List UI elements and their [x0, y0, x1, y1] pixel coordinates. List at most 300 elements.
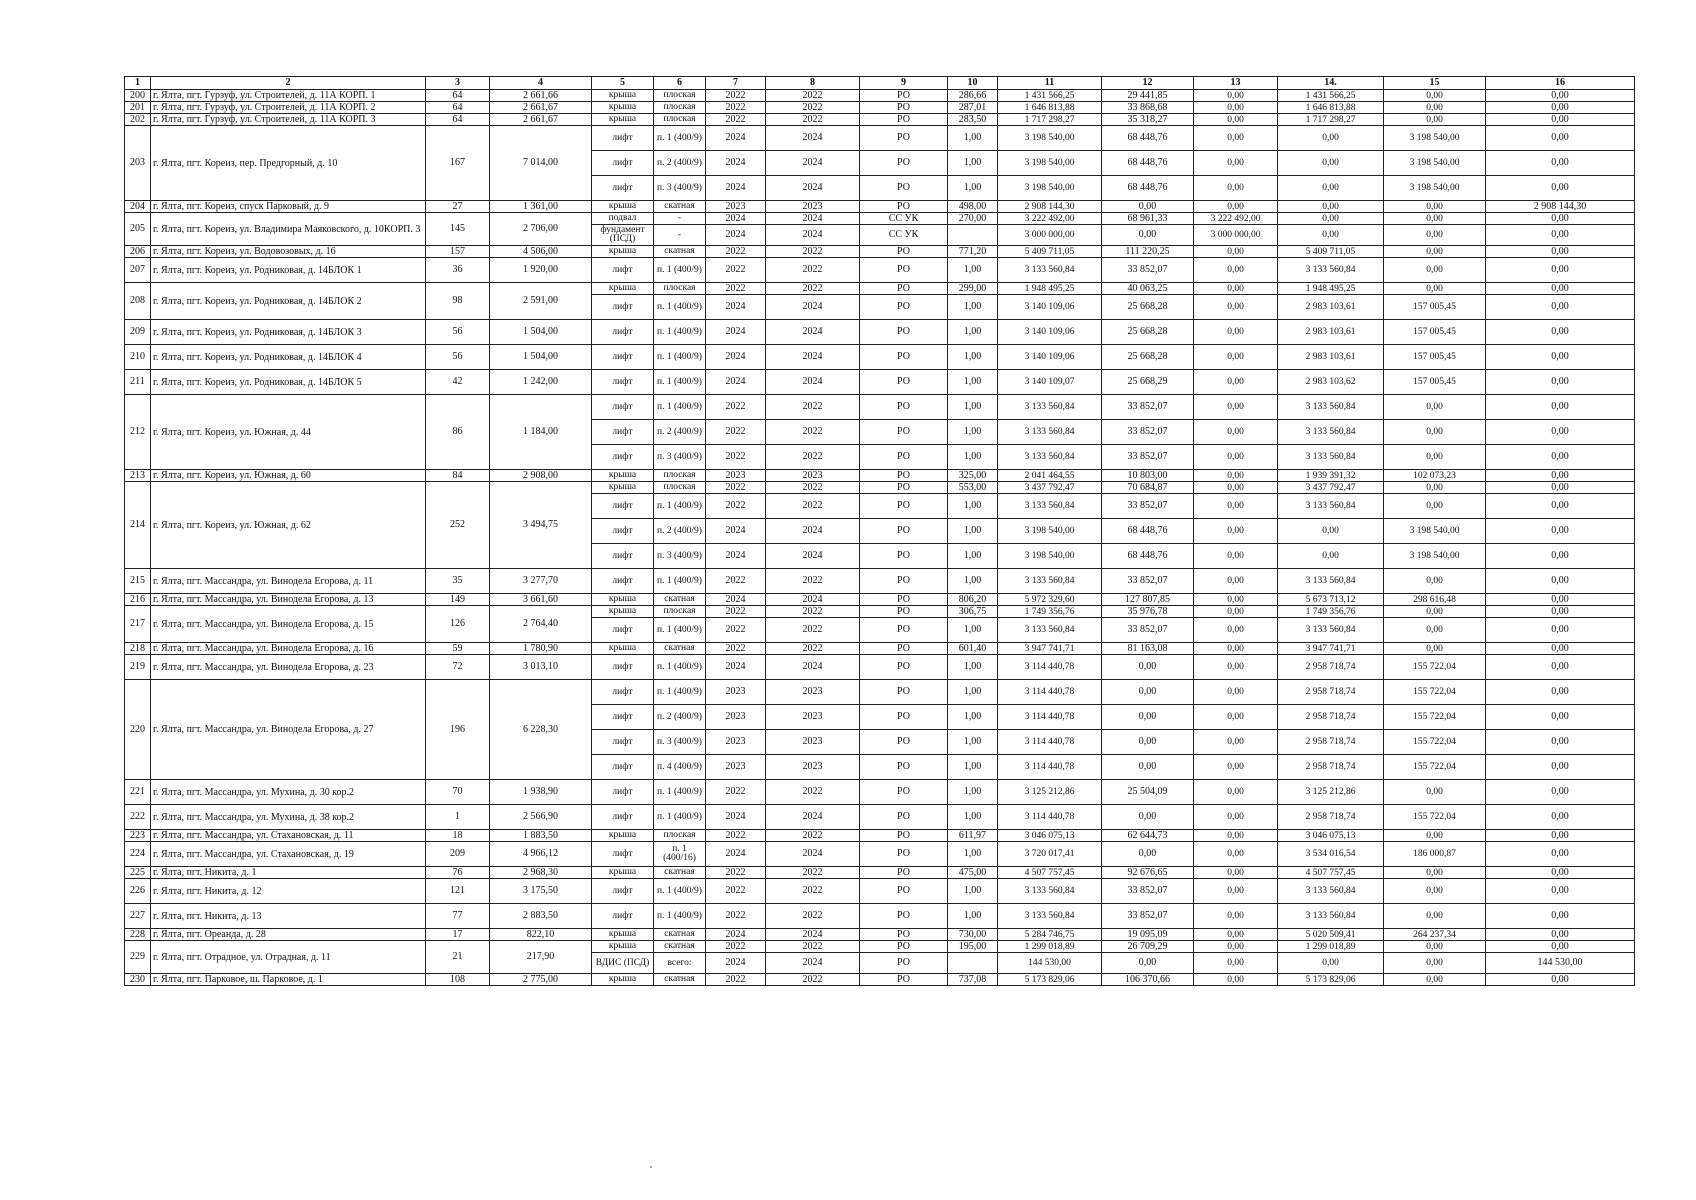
table-cell: плоская — [654, 606, 706, 618]
table-cell: 0,00 — [1384, 494, 1486, 519]
table-cell: РО — [860, 904, 948, 929]
table-cell: лифт — [592, 176, 654, 201]
table-cell: 2022 — [766, 90, 860, 102]
table-cell: 18 — [426, 830, 490, 842]
table-cell: 68 448,76 — [1102, 176, 1194, 201]
table-cell: п. 3 (400/9) — [654, 176, 706, 201]
table-cell: плоская — [654, 114, 706, 126]
table-cell: лифт — [592, 805, 654, 830]
table-cell: 2022 — [706, 974, 766, 986]
address-cell: г. Ялта, пгт. Кореиз, ул. Родниковая, д. 14БЛОК 1 — [151, 258, 426, 283]
address-cell: г. Ялта, пгт. Кореиз, ул. Родниковая, д. 14БЛОК 5 — [151, 370, 426, 395]
table-cell: 155 722,04 — [1384, 655, 1486, 680]
table-cell: 1,00 — [948, 151, 998, 176]
address-cell: г. Ялта, пгт. Гурзуф, ул. Строителей, д. 11А КОРП. 1 — [151, 90, 426, 102]
table-cell: 68 448,76 — [1102, 126, 1194, 151]
table-cell: 1 717 298,27 — [1278, 114, 1384, 126]
table-cell: 0,00 — [1194, 494, 1278, 519]
table-cell: 0,00 — [1486, 295, 1635, 320]
table-cell: РО — [860, 482, 948, 494]
table-cell: 3 720 017,41 — [998, 842, 1102, 867]
table-cell: РО — [860, 941, 948, 953]
table-cell: плоская — [654, 90, 706, 102]
table-cell: 0,00 — [1102, 953, 1194, 974]
table-cell: 3 277,70 — [490, 569, 592, 594]
row-number: 200 — [125, 90, 151, 102]
table-cell: 2 983 103,61 — [1278, 295, 1384, 320]
table-cell: 2023 — [766, 470, 860, 482]
table-cell: 2024 — [706, 929, 766, 941]
table-cell: плоская — [654, 470, 706, 482]
table-cell: 1,00 — [948, 420, 998, 445]
table-cell: 0,00 — [1384, 246, 1486, 258]
table-cell: 2022 — [706, 258, 766, 283]
table-cell: 0,00 — [1486, 176, 1635, 201]
table-cell: РО — [860, 246, 948, 258]
table-cell: 3 534 016,54 — [1278, 842, 1384, 867]
table-cell: РО — [860, 867, 948, 879]
table-cell: 0,00 — [1102, 730, 1194, 755]
table-cell: 5 173 829,06 — [998, 974, 1102, 986]
table-cell: РО — [860, 974, 948, 986]
table-cell: 283,50 — [948, 114, 998, 126]
table-cell: 0,00 — [1384, 102, 1486, 114]
row-number: 202 — [125, 114, 151, 126]
table-cell: лифт — [592, 879, 654, 904]
table-cell: 1,00 — [948, 258, 998, 283]
table-row — [125, 569, 1635, 594]
table-cell: 35 976,78 — [1102, 606, 1194, 618]
table-cell: 0,00 — [1486, 283, 1635, 295]
table-cell: 0,00 — [1194, 941, 1278, 953]
table-row — [125, 102, 1635, 114]
table-cell: 475,00 — [948, 867, 998, 879]
table-cell: п. 3 (400/9) — [654, 445, 706, 470]
table-cell: 2024 — [706, 126, 766, 151]
table-cell: 287,01 — [948, 102, 998, 114]
table-cell: 0,00 — [1486, 594, 1635, 606]
table-cell: 730,00 — [948, 929, 998, 941]
table-cell: 3 133 560,84 — [1278, 445, 1384, 470]
table-cell: 2 958 718,74 — [1278, 655, 1384, 680]
address-cell: г. Ялта, пгт. Массандра, ул. Винодела Егорова, д. 13 — [151, 594, 426, 606]
column-header: 10 — [948, 77, 998, 90]
table-cell: крыша — [592, 941, 654, 953]
table-cell: 0,00 — [1194, 618, 1278, 643]
table-cell: 0,00 — [1102, 755, 1194, 780]
table-cell: 0,00 — [1194, 420, 1278, 445]
table-cell: скатная — [654, 941, 706, 953]
table-cell: 0,00 — [1102, 225, 1194, 246]
table-cell: 3 133 560,84 — [998, 258, 1102, 283]
table-cell: 0,00 — [1486, 370, 1635, 395]
table-cell: 2024 — [766, 370, 860, 395]
table-cell: 3 000 000,00 — [998, 225, 1102, 246]
table-cell: 70 — [426, 780, 490, 805]
table-cell: 0,00 — [1278, 544, 1384, 569]
address-cell: г. Ялта, пгт. Массандра, ул. Стахановская, д. 19 — [151, 842, 426, 867]
table-cell: 0,00 — [1194, 730, 1278, 755]
table-cell: 144 530,00 — [1486, 953, 1635, 974]
table-cell: 3 222 492,00 — [998, 213, 1102, 225]
table-cell: скатная — [654, 201, 706, 213]
table-cell: РО — [860, 370, 948, 395]
table-cell: 0,00 — [1194, 830, 1278, 842]
table-cell: 2022 — [766, 606, 860, 618]
table-cell — [948, 953, 998, 974]
table-cell: 0,00 — [1384, 780, 1486, 805]
table-cell: 68 961,33 — [1102, 213, 1194, 225]
table-cell: 1,00 — [948, 805, 998, 830]
table-cell: плоская — [654, 482, 706, 494]
table-cell: п. 1 (400/16) — [654, 842, 706, 867]
table-cell: 2022 — [766, 482, 860, 494]
table-cell: 111 220,25 — [1102, 246, 1194, 258]
table-cell: 0,00 — [1278, 225, 1384, 246]
table-cell: 2 661,66 — [490, 90, 592, 102]
table-cell: 81 163,08 — [1102, 643, 1194, 655]
table-cell: лифт — [592, 494, 654, 519]
table-cell: 0,00 — [1384, 606, 1486, 618]
table-cell: 1 939 391,32 — [1278, 470, 1384, 482]
table-cell: 2 908 144,30 — [998, 201, 1102, 213]
table-cell: РО — [860, 544, 948, 569]
table-cell: 0,00 — [1194, 102, 1278, 114]
table-cell: 3 114 440,78 — [998, 705, 1102, 730]
table-cell: 0,00 — [1384, 201, 1486, 213]
table-cell: 1,00 — [948, 730, 998, 755]
table-row — [125, 246, 1635, 258]
table-cell: п. 1 (400/9) — [654, 879, 706, 904]
table-cell: РО — [860, 780, 948, 805]
table-cell: 29 441,85 — [1102, 90, 1194, 102]
table-cell: РО — [860, 201, 948, 213]
table-cell: 1,00 — [948, 618, 998, 643]
table-cell: 3 114 440,78 — [998, 680, 1102, 705]
table-cell: 0,00 — [1486, 904, 1635, 929]
table-cell: 70 684,87 — [1102, 482, 1194, 494]
table-row — [125, 655, 1635, 680]
table-cell: 2022 — [706, 482, 766, 494]
table-cell: 0,00 — [1194, 345, 1278, 370]
address-cell: г. Ялта, пгт. Кореиз, ул. Водовозовых, д. 16 — [151, 246, 426, 258]
table-row — [125, 643, 1635, 655]
row-number: 201 — [125, 102, 151, 114]
table-cell: 0,00 — [1486, 246, 1635, 258]
table-cell: 0,00 — [1486, 519, 1635, 544]
table-cell: крыша — [592, 114, 654, 126]
table-cell: 106 370,66 — [1102, 974, 1194, 986]
table-cell: 2022 — [706, 494, 766, 519]
address-cell: г. Ялта, пгт. Массандра, ул. Винодела Егорова, д. 11 — [151, 569, 426, 594]
table-cell: РО — [860, 494, 948, 519]
row-number: 221 — [125, 780, 151, 805]
table-cell: 0,00 — [1486, 470, 1635, 482]
table-cell: 2022 — [706, 879, 766, 904]
table-cell: 3 198 540,00 — [998, 126, 1102, 151]
table-cell: 155 722,04 — [1384, 730, 1486, 755]
table-cell: 0,00 — [1194, 370, 1278, 395]
table-cell: 3 125 212,86 — [998, 780, 1102, 805]
table-cell: РО — [860, 176, 948, 201]
table-cell: 2024 — [706, 842, 766, 867]
table-cell: 33 852,07 — [1102, 569, 1194, 594]
table-cell: 2022 — [766, 283, 860, 295]
table-cell: плоская — [654, 830, 706, 842]
table-cell: 2022 — [766, 780, 860, 805]
address-cell: г. Ялта, пгт. Массандра, ул. Стахановская, д. 11 — [151, 830, 426, 842]
table-cell: 1,00 — [948, 370, 998, 395]
address-cell: г. Ялта, пгт. Кореиз, пер. Предгорный, д. 10 — [151, 126, 426, 201]
address-cell: г. Ялта, пгт. Массандра, ул. Винодела Егорова, д. 16 — [151, 643, 426, 655]
row-number: 224 — [125, 842, 151, 867]
table-cell: скатная — [654, 867, 706, 879]
table-cell: 0,00 — [1194, 295, 1278, 320]
table-cell: 1,00 — [948, 494, 998, 519]
row-number: 215 — [125, 569, 151, 594]
table-cell: 2022 — [706, 643, 766, 655]
table-cell: 2024 — [766, 544, 860, 569]
table-cell: 2 958 718,74 — [1278, 805, 1384, 830]
row-number: 210 — [125, 345, 151, 370]
table-cell: п. 1 (400/9) — [654, 370, 706, 395]
table-row — [125, 941, 1635, 953]
table-cell: 1,00 — [948, 176, 998, 201]
table-cell: РО — [860, 680, 948, 705]
table-cell: 3 198 540,00 — [1384, 126, 1486, 151]
table-cell: 3 198 540,00 — [1384, 176, 1486, 201]
table-cell: 0,00 — [1194, 114, 1278, 126]
table-cell: 3 133 560,84 — [998, 618, 1102, 643]
row-number: 216 — [125, 594, 151, 606]
table-cell: 33 852,07 — [1102, 258, 1194, 283]
table-cell: 1 717 298,27 — [998, 114, 1102, 126]
table-cell: лифт — [592, 295, 654, 320]
table-cell: 0,00 — [1194, 176, 1278, 201]
table-cell: 2022 — [766, 445, 860, 470]
table-cell: 144 530,00 — [998, 953, 1102, 974]
table-cell: п. 4 (400/9) — [654, 755, 706, 780]
table-cell: п. 2 (400/9) — [654, 519, 706, 544]
table-cell: ВДИС (ПСД) — [592, 953, 654, 974]
table-cell: 0,00 — [1486, 482, 1635, 494]
table-cell: 25 668,28 — [1102, 345, 1194, 370]
table-cell: 2024 — [766, 345, 860, 370]
table-cell: крыша — [592, 470, 654, 482]
table-cell: 155 722,04 — [1384, 755, 1486, 780]
table-body — [125, 77, 1635, 986]
table-cell: 2022 — [766, 867, 860, 879]
table-cell: 0,00 — [1486, 867, 1635, 879]
table-cell: 0,00 — [1194, 904, 1278, 929]
column-header: 11 — [998, 77, 1102, 90]
table-row — [125, 867, 1635, 879]
table-cell: 0,00 — [1486, 126, 1635, 151]
table-cell: 5 284 746,75 — [998, 929, 1102, 941]
column-header: 9 — [860, 77, 948, 90]
table-cell: 3 140 109,06 — [998, 320, 1102, 345]
table-cell: 3 114 440,78 — [998, 805, 1102, 830]
table-cell: РО — [860, 320, 948, 345]
table-cell: 2023 — [706, 705, 766, 730]
table-cell: лифт — [592, 445, 654, 470]
table-cell: 264 237,34 — [1384, 929, 1486, 941]
table-cell: 62 644,73 — [1102, 830, 1194, 842]
table-cell: 0,00 — [1278, 151, 1384, 176]
table-cell: 2022 — [706, 114, 766, 126]
table-cell: крыша — [592, 283, 654, 295]
column-header: 14. — [1278, 77, 1384, 90]
table-cell: РО — [860, 879, 948, 904]
column-header: 4 — [490, 77, 592, 90]
row-number: 212 — [125, 395, 151, 470]
table-cell: 2 983 103,61 — [1278, 345, 1384, 370]
table-cell: 0,00 — [1194, 680, 1278, 705]
table-cell: п. 1 (400/9) — [654, 569, 706, 594]
table-cell: 68 448,76 — [1102, 544, 1194, 569]
table-row — [125, 90, 1635, 102]
table-cell: лифт — [592, 370, 654, 395]
table-cell: 86 — [426, 395, 490, 470]
row-number: 223 — [125, 830, 151, 842]
table-cell: 0,00 — [1486, 655, 1635, 680]
table-cell: 157 005,45 — [1384, 345, 1486, 370]
table-cell: 121 — [426, 879, 490, 904]
row-number: 203 — [125, 126, 151, 201]
table-cell: 0,00 — [1384, 879, 1486, 904]
table-cell: 0,00 — [1486, 618, 1635, 643]
table-cell: скатная — [654, 929, 706, 941]
table-cell: 2 968,30 — [490, 867, 592, 879]
row-number: 230 — [125, 974, 151, 986]
table-cell: 1,00 — [948, 879, 998, 904]
table-cell: 0,00 — [1384, 445, 1486, 470]
table-cell: 3 133 560,84 — [1278, 395, 1384, 420]
table-cell: 0,00 — [1486, 830, 1635, 842]
table-cell: 2022 — [706, 606, 766, 618]
table-cell: 737,08 — [948, 974, 998, 986]
table-cell: 298 616,48 — [1384, 594, 1486, 606]
address-cell: г. Ялта, пгт. Гурзуф, ул. Строителей, д. 11А КОРП. 3 — [151, 114, 426, 126]
table-cell: лифт — [592, 680, 654, 705]
table-cell: РО — [860, 929, 948, 941]
table-cell: 40 063,25 — [1102, 283, 1194, 295]
table-cell: 2024 — [766, 225, 860, 246]
table-cell: всего: — [654, 953, 706, 974]
table-cell: 64 — [426, 90, 490, 102]
table-cell: 3 114 440,78 — [998, 755, 1102, 780]
table-row — [125, 395, 1635, 420]
table-cell: 806,20 — [948, 594, 998, 606]
table-cell: 77 — [426, 904, 490, 929]
table-cell: 3 198 540,00 — [1384, 519, 1486, 544]
table-cell: 1 299 018,89 — [998, 941, 1102, 953]
address-cell: г. Ялта, пгт. Кореиз, спуск Парковый, д. 9 — [151, 201, 426, 213]
table-cell: п. 2 (400/9) — [654, 705, 706, 730]
table-cell: крыша — [592, 90, 654, 102]
table-cell: 3 133 560,84 — [1278, 904, 1384, 929]
table-cell: 2022 — [766, 569, 860, 594]
table-cell: 2024 — [766, 594, 860, 606]
table-cell: 0,00 — [1486, 90, 1635, 102]
table-cell: 2022 — [706, 904, 766, 929]
table-cell: 3 133 560,84 — [1278, 420, 1384, 445]
table-cell: 611,97 — [948, 830, 998, 842]
table-cell: 1,00 — [948, 904, 998, 929]
table-cell: 92 676,65 — [1102, 867, 1194, 879]
table-cell: 0,00 — [1486, 320, 1635, 345]
table-cell: 0,00 — [1278, 519, 1384, 544]
table-cell: 0,00 — [1486, 643, 1635, 655]
table-cell: 25 668,28 — [1102, 320, 1194, 345]
table-cell: 3 133 560,84 — [998, 569, 1102, 594]
row-number: 219 — [125, 655, 151, 680]
row-number: 217 — [125, 606, 151, 643]
table-cell: 2023 — [706, 730, 766, 755]
table-cell: лифт — [592, 320, 654, 345]
table-cell: 1 361,00 — [490, 201, 592, 213]
table-cell: 0,00 — [1486, 974, 1635, 986]
table-cell: 2022 — [766, 904, 860, 929]
table-cell: 2022 — [706, 420, 766, 445]
table-cell: 3 114 440,78 — [998, 730, 1102, 755]
table-cell: 0,00 — [1486, 345, 1635, 370]
table-cell: 0,00 — [1486, 680, 1635, 705]
table-cell: 2024 — [706, 370, 766, 395]
column-header: 1 — [125, 77, 151, 90]
address-cell: г. Ялта, пгт. Массандра, ул. Винодела Егорова, д. 27 — [151, 680, 426, 780]
table-cell: п. 3 (400/9) — [654, 544, 706, 569]
table-cell: 3 222 492,00 — [1194, 213, 1278, 225]
table-cell: 1,00 — [948, 842, 998, 867]
table-cell: 0,00 — [1194, 705, 1278, 730]
table-cell: крыша — [592, 830, 654, 842]
table-cell: крыша — [592, 246, 654, 258]
table-cell: 2022 — [766, 941, 860, 953]
table-cell: 2024 — [706, 176, 766, 201]
table-cell: СС УК — [860, 225, 948, 246]
table-cell: 3 198 540,00 — [1384, 151, 1486, 176]
table-cell: 2024 — [766, 176, 860, 201]
table-cell: 2024 — [706, 953, 766, 974]
table-cell: лифт — [592, 842, 654, 867]
table-row — [125, 370, 1635, 395]
table-cell: 4 966,12 — [490, 842, 592, 867]
table-cell: 0,00 — [1486, 151, 1635, 176]
table-cell: 2 706,00 — [490, 213, 592, 246]
table-cell: 2022 — [766, 830, 860, 842]
table-cell: 2 591,00 — [490, 283, 592, 320]
table-cell: 2022 — [766, 643, 860, 655]
table-cell: лифт — [592, 569, 654, 594]
table-cell: 36 — [426, 258, 490, 283]
table-cell: лифт — [592, 420, 654, 445]
table-cell: 0,00 — [1384, 618, 1486, 643]
table-cell: 2024 — [706, 320, 766, 345]
table-cell: 33 852,07 — [1102, 420, 1194, 445]
table-cell: 2 661,67 — [490, 114, 592, 126]
table-cell: 286,66 — [948, 90, 998, 102]
table-cell: 3 198 540,00 — [998, 544, 1102, 569]
table-cell: РО — [860, 643, 948, 655]
table-cell: 1 749 356,76 — [998, 606, 1102, 618]
row-number: 218 — [125, 643, 151, 655]
table-cell: 2022 — [706, 780, 766, 805]
table-cell: 2023 — [766, 755, 860, 780]
table-cell: 3 175,50 — [490, 879, 592, 904]
table-cell: п. 1 (400/9) — [654, 494, 706, 519]
table-row — [125, 201, 1635, 213]
